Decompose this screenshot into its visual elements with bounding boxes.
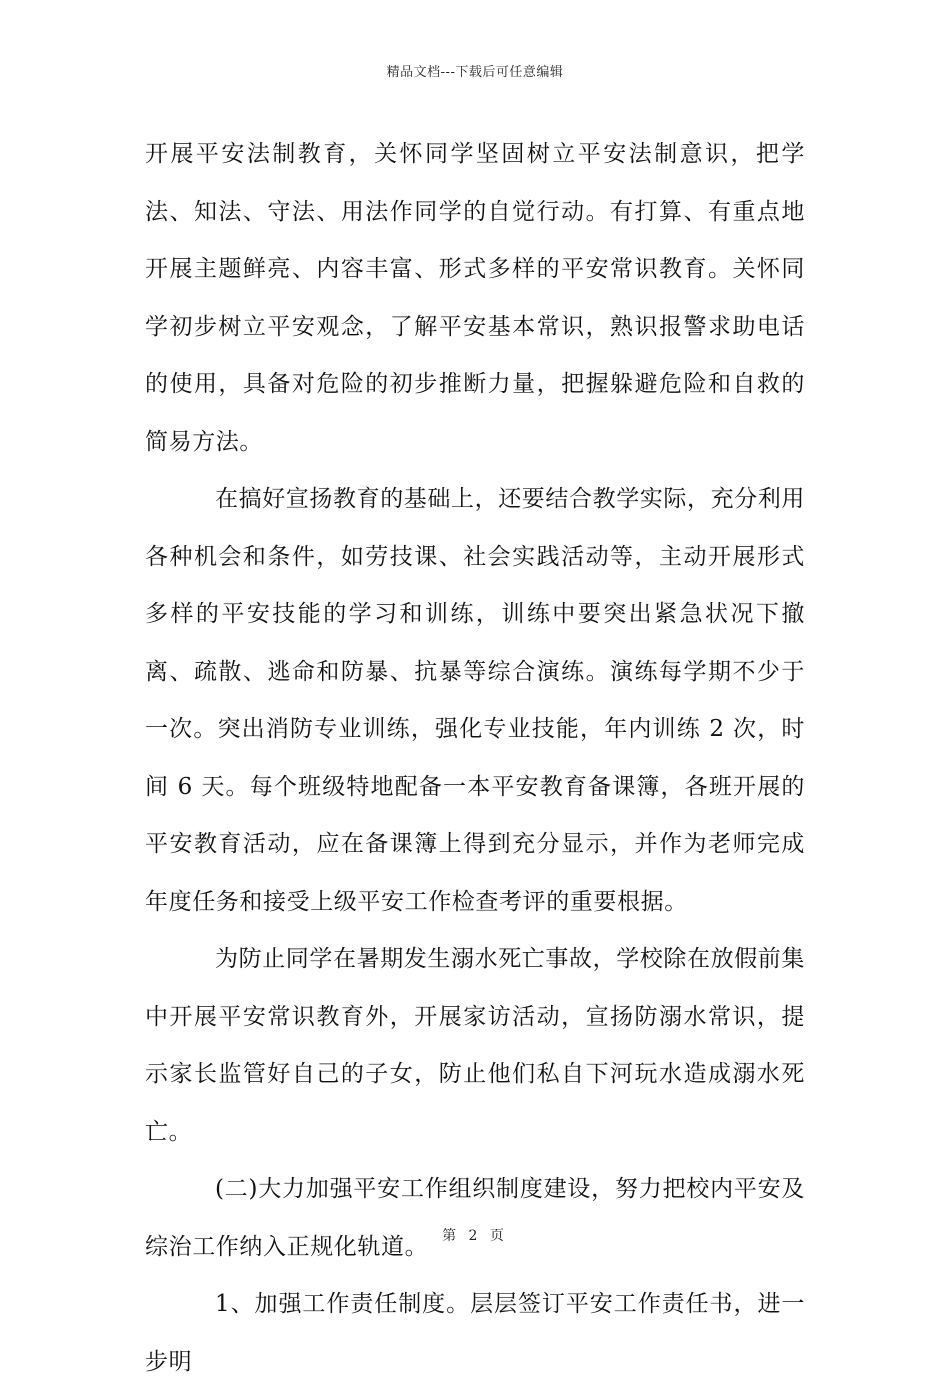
- paragraph-2: 在搞好宣扬教育的基础上，还要结合教学实际，充分利用各种机会和条件，如劳技课、社会实践活动等，主动开展形式多样的平安技能的学习和训练，训练中要突出紧急状况下撤离、疏散、逃命和防暴、抗暴等综合演练。演练每学期不少于一次。突出消防专业训练，强化专业技能，年内训练 2 次，时间 6 天。每个班级特地配备一本平安教育备课簿，各班开展的平安教育活动，应在备课簿上得到充分显示，并作为老师完成年度任务和接受上级平安工作检查考评的重要根据。: [145, 486, 805, 915]
- page-header: 精品文档---下载后可任意编辑: [386, 65, 564, 80]
- paragraph-3: 为防止同学在暑期发生溺水死亡事故，学校除在放假前集中开展平安常识教育外，开展家访活动，宣扬防溺水常识，提示家长监管好自己的子女，防止他们私自下河玩水造成溺水死亡。: [145, 946, 805, 1145]
- paragraph-4-section-heading: (二)大力加强平安工作组织制度建设，努力把校内平安及综治工作纳入正规化轨道。: [145, 1176, 805, 1260]
- paragraph-5: 1、加强工作责任制度。层层签订平安工作责任书，进一步明: [145, 1291, 805, 1375]
- page-number: 第 2 页: [442, 1228, 508, 1244]
- paragraph-1: 开展平安法制教育，关怀同学坚固树立平安法制意识，把学法、知法、守法、用法作同学的自觉行动。有打算、有重点地开展主题鲜亮、内容丰富、形式多样的平安常识教育。关怀同学初步树立平安观念，了解平安基本常识，熟识报警求助电话的使用，具备对危险的初步推断力量，把握躲避危险和自救的简易方法。: [145, 141, 805, 455]
- document-body: [145, 126, 805, 1391]
